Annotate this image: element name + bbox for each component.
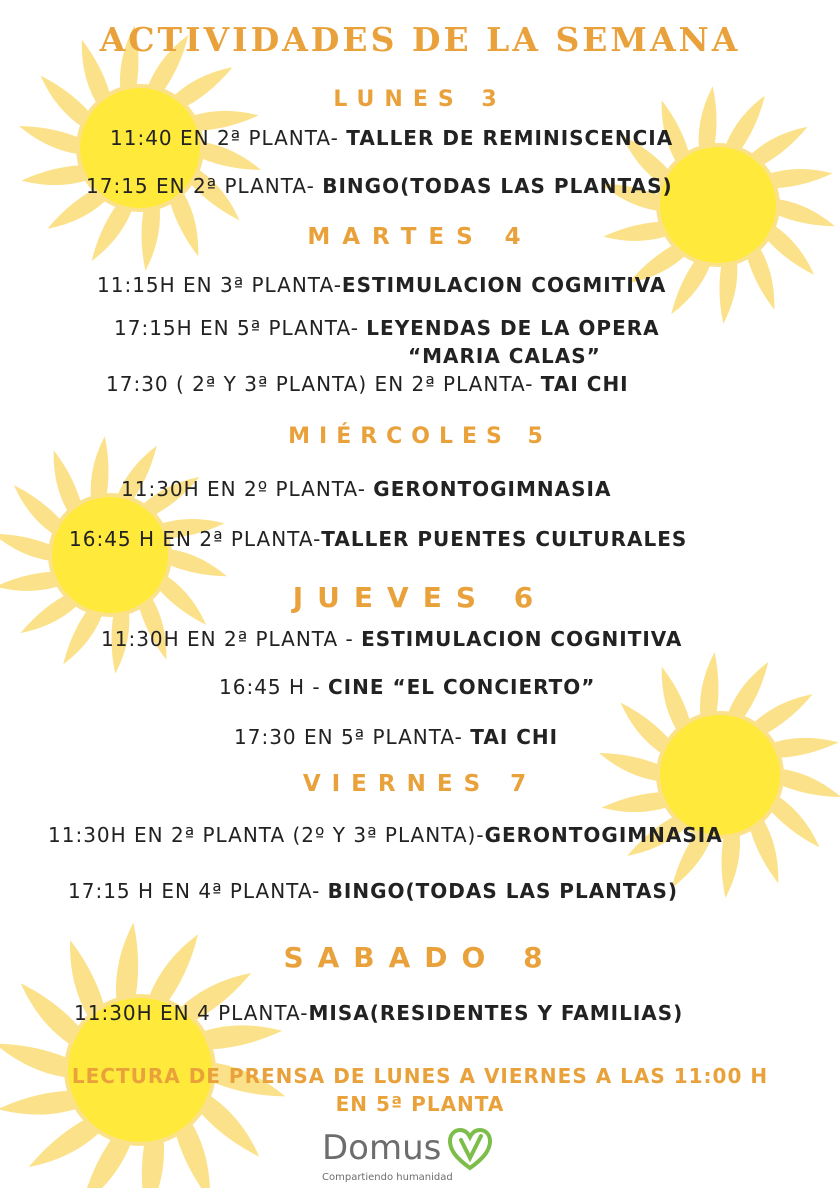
footer-note-line2: EN 5ª PLANTA bbox=[335, 1092, 505, 1116]
activity-line: 16:45 H EN 2ª PLANTA-TALLER PUENTES CULTURALES bbox=[69, 527, 688, 551]
activity-line: 11:30H EN 2ª PLANTA - ESTIMULACION COGNITIVA bbox=[101, 627, 683, 651]
day-heading-sabado: SABADO 8 bbox=[283, 941, 557, 974]
footer-note-line1: LECTURA DE PRENSA DE LUNES A VIERNES A LAS 11:00 H bbox=[71, 1064, 769, 1088]
logo-wordmark: Domus bbox=[322, 1128, 442, 1168]
activity-line: 11:30H EN 2º PLANTA- GERONTOGIMNASIA bbox=[121, 477, 612, 501]
activity-line: 17:30 ( 2ª Y 3ª PLANTA) EN 2ª PLANTA- TAI CHI bbox=[106, 372, 629, 396]
day-heading-martes: MARTES 4 bbox=[307, 224, 533, 250]
activity-line: 11:15H EN 3ª PLANTA-ESTIMULACION COGMITIVA bbox=[97, 273, 667, 297]
activity-line: 11:30H EN 4 PLANTA-MISA(RESIDENTES Y FAMILIAS) bbox=[74, 1001, 684, 1025]
activity-line: 16:45 H - CINE “EL CONCIERTO” bbox=[219, 675, 596, 699]
activity-line: 17:15 EN 2ª PLANTA- BINGO(TODAS LAS PLANTAS) bbox=[86, 174, 673, 198]
day-heading-viernes: VIERNES 7 bbox=[302, 771, 538, 797]
heart-v-logo-icon bbox=[448, 1128, 492, 1172]
brand-logo bbox=[322, 1128, 512, 1186]
day-heading-miercoles: MIÉRCOLES 5 bbox=[288, 424, 552, 449]
activity-line: 17:30 EN 5ª PLANTA- TAI CHI bbox=[234, 725, 559, 749]
activity-line: 11:30H EN 2ª PLANTA (2º Y 3ª PLANTA)-GERONTOGIMNASIA bbox=[48, 823, 723, 847]
logo-tagline: Compartiendo humanidad bbox=[322, 1172, 453, 1183]
activity-line-continued: “MARIA CALAS” bbox=[408, 344, 601, 368]
activity-line: 17:15 H EN 4ª PLANTA- BINGO(TODAS LAS PLANTAS) bbox=[68, 879, 679, 903]
activity-line: 17:15H EN 5ª PLANTA- LEYENDAS DE LA OPERA bbox=[114, 316, 660, 340]
activity-line: 11:40 EN 2ª PLANTA- TALLER DE REMINISCENCIA bbox=[110, 126, 674, 150]
page-title: ACTIVIDADES DE LA SEMANA bbox=[99, 20, 741, 59]
day-heading-lunes: LUNES 3 bbox=[333, 87, 507, 112]
day-heading-jueves: JUEVES 6 bbox=[292, 581, 548, 614]
